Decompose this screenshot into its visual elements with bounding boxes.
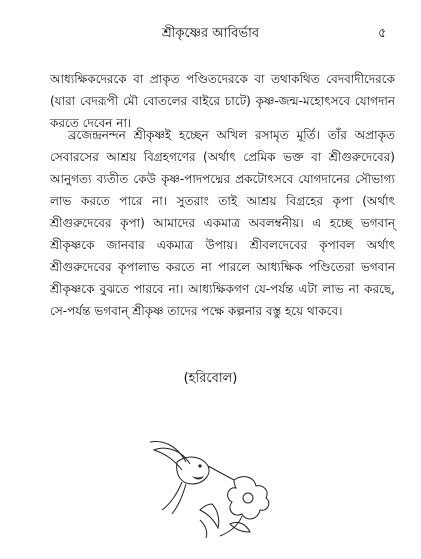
- closing-exclamation: (হরিবোল): [183, 371, 238, 386]
- body-paragraph: আধ্যক্ষিকদেরকে বা প্রাকৃত পণ্ডিতদেরকে বা তথাকথিত বেদবাদীদেরকে (যারা বেদরূপী মৌ বোতলের বাইরে চাটে) কৃষ্ণ-জন্ম-মহোৎসবে যোগদান করতে দেবেন না।: [50, 72, 395, 130]
- running-header-title: শ্রীকৃষ্ণের আবির্ভাব: [161, 26, 260, 41]
- page-number: ৫: [378, 26, 387, 41]
- hummingbird-flower-icon: [142, 440, 282, 540]
- body-paragraph: ব্রজেন্দ্রনন্দন শ্রীকৃষ্ণই হচ্ছেন অখিল রসামৃত মূর্তি। তাঁর অপ্রাকৃত সেবারসের আশ্রয় বিগ্রহগণের (অর্থাৎ প্রেমিক ভক্ত বা শ্রীগুরুদেবের) আনুগত্য ব্যতীত কেউ কৃষ্ণ-পাদপদ্মের প্রকটোৎসবে যোগদানের সৌভাগ্য লাভ করতে পারে না। সুতরাং তাই আশ্রয় বিগ্রহের কৃপা (অর্থাৎ শ্রীগুরুদেবের কৃপা) আমাদের একমাত্র অবলম্বনীয়। এ হচ্ছে ভগবান্ শ্রীকৃষ্ণকে জানবার একমাত্র উপায়। শ্রীবলদেবের কৃপাবল অর্থাৎ শ্রীগুরুদেবের কৃপালাভ করতে না পারলে আধ্যক্ষিক পণ্ডিতেরা ভগবান শ্রীকৃষ্ণকে বুঝতে পারবে না। আধ্যক্ষিকগণ যে-পর্যন্ত এটা লাভ না করছে, সে-পর্যন্ত ভগবান্ শ্রীকৃষ্ণ তাদের পক্ষে কল্পনার বস্তু হয়ে থাকবে।: [50, 128, 395, 318]
